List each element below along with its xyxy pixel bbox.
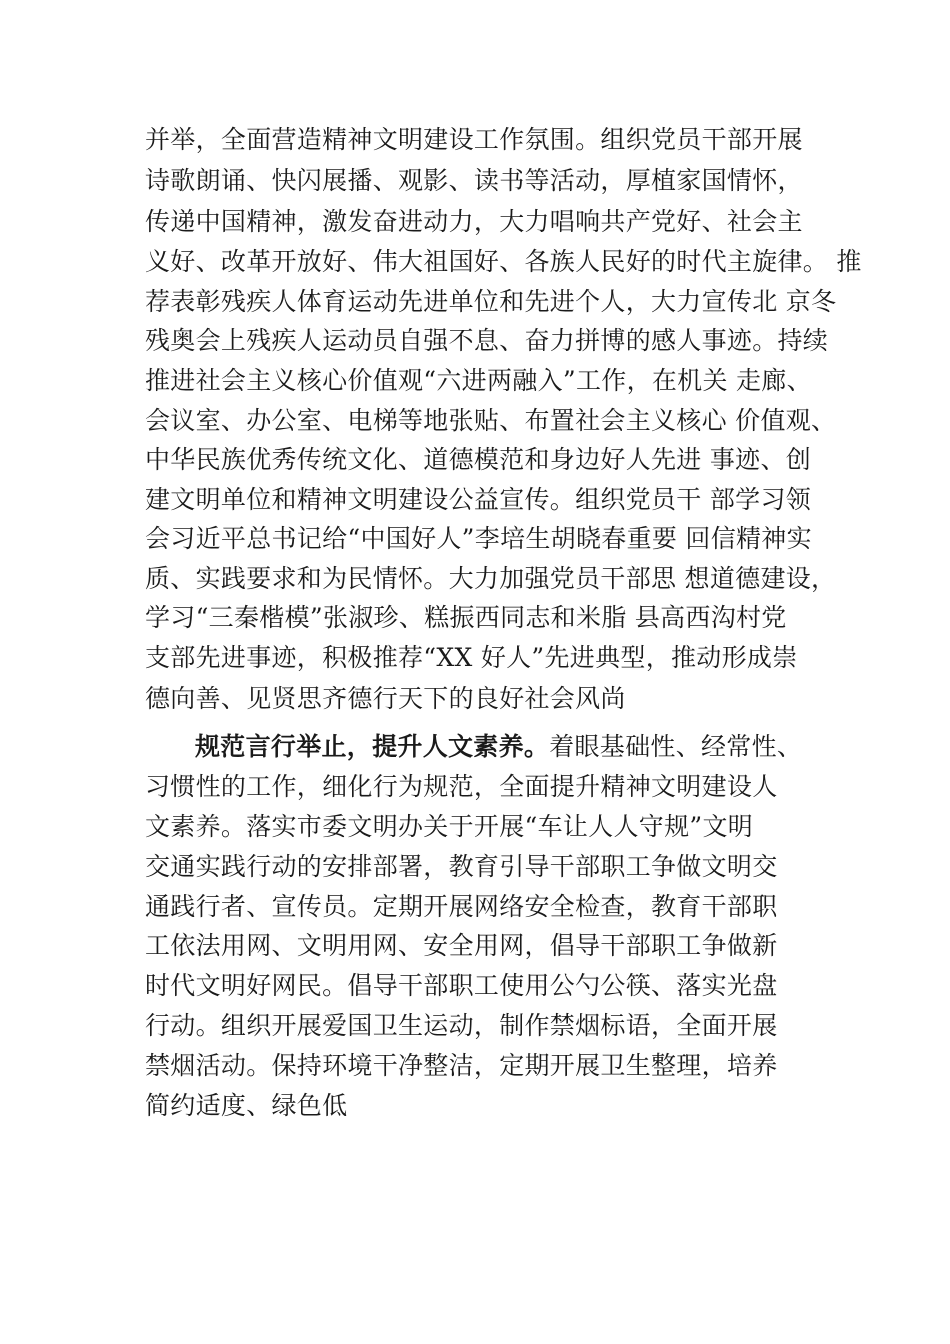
text-line: 并举，全面营造精神文明建设工作氛围。组织党员干部开展	[145, 125, 803, 154]
text-line: 会议室、办公室、电梯等地张贴、布置社会主义核心 价值观、	[145, 406, 837, 435]
text-line: 通践行者、宣传员。定期开展网络安全检查，教育干部职	[145, 892, 778, 921]
text-line: 支部先进事迹，积极推荐“XX 好人”先进典型，推动形成崇	[145, 643, 798, 672]
text-line: 习惯性的工作，细化行为规范，全面提升精神文明建设人	[145, 772, 778, 801]
text-line: 文素养。落实市委文明办关于开展“车让人人守规”文明	[145, 812, 754, 841]
text-line: 建文明单位和精神文明建设公益宣传。组织党员干 部学习领	[145, 485, 812, 514]
text-line: 交通实践行动的安排部署，教育引导干部职工争做文明交	[145, 852, 778, 881]
text-line: 推进社会主义核心价值观“六进两融入”工作，在机关 走廊、	[145, 366, 812, 395]
text-span: 着眼基础性、经常性、	[549, 732, 803, 761]
text-line: 时代文明好网民。倡导干部职工使用公勺公筷、落实光盘	[145, 971, 778, 1000]
text-line: 行动。组织开展爱国卫生运动，制作禁烟标语，全面开展	[145, 1011, 778, 1040]
text-line: 质、实践要求和为民情怀。大力加强党员干部思 想道德建设，	[145, 564, 837, 593]
text-line: 诗歌朗诵、快闪展播、观影、读书等活动，厚植家国情怀，	[145, 166, 803, 195]
text-line: 禁烟活动。保持环境干净整洁，定期开展卫生整理，培养	[145, 1051, 778, 1080]
text-line: 会习近平总书记给“中国好人”李培生胡晓春重要 回信精神实	[145, 524, 812, 553]
paragraph-heading: 规范言行举止，提升人文素养。	[195, 732, 550, 761]
text-line: 中华民族优秀传统文化、道德模范和身边好人先进 事迹、创	[145, 445, 812, 474]
text-line: 学习“三秦楷模”张淑珍、糕振西同志和米脂 县高西沟村党	[145, 603, 787, 632]
text-line: 义好、改革开放好、伟大祖国好、各族人民好的时代主旋律。 推	[145, 247, 862, 276]
text-line: 传递中国精神，激发奋进动力，大力唱响共产党好、社会主	[145, 207, 803, 236]
text-line: 残奥会上残疾人运动员自强不息、奋力拼博的感人事迹。持续	[145, 326, 829, 355]
text-line: 工依法用网、文明用网、安全用网，倡导干部职工争做新	[145, 931, 778, 960]
text-line: 荐表彰残疾人体育运动先进单位和先进个人，大力宣传北 京冬	[145, 287, 837, 316]
text-line: 德向善、见贤思齐德行天下的良好社会风尚	[145, 684, 626, 713]
text-line: 简约适度、绿色低	[145, 1091, 348, 1120]
paragraph-first-line	[195, 732, 802, 762]
